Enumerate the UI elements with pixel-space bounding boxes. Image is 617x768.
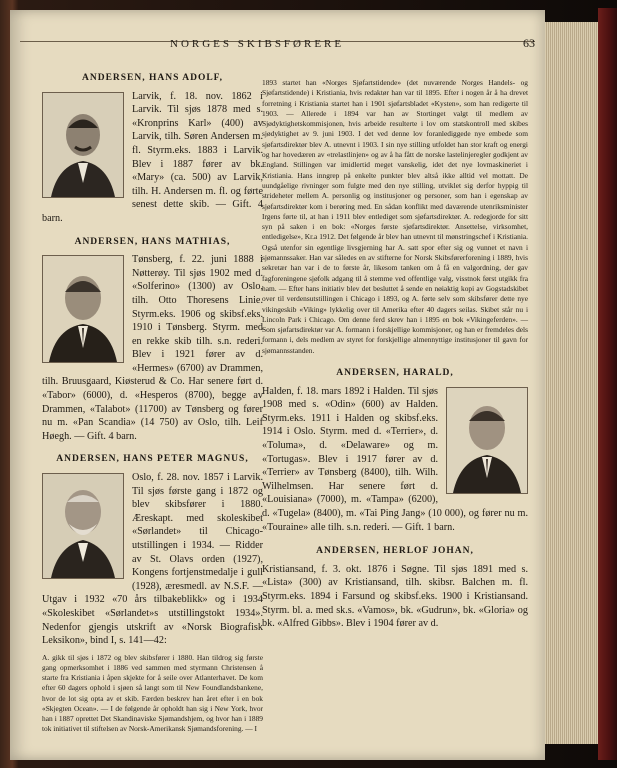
entry-text: Halden, f. 18. mars 1892 i Halden. Til sjøs 1908 med s. «Odin» (600) av Halden. Styrm.eks. 1911 i Halden og skibsf.eks. 1914 i Oslo. Styrm. med d. «Terrier», d. «Toluma», d. «Delaware» og m. «Tortugas». Blev i 1917 fører av d. «Terrier» av Tønsberg (8400), tilh. Wilh. Wilhelmsen. Har senere ført d. «Louisiana» (7000), m. «Tampa» (6200), d. «Tugela» (8400), m. «Tai Ping Jang» (10 000), og fører nu m. «Touraine» alle tilh. s.n. rederi. — Gift. 1 barn. (262, 385, 528, 533)
entry-heading: ANDERSEN, HANS ADOLF, (81, 73, 223, 83)
entry-text: Larvik, f. 18. nov. 1862 i Larvik. Til sjøs 1878 med s. «Kronprins Karl» (400) av Larvik, tilh. Søren Andersen m. fl. Styrm.eks. 1883 i Larvik. Blev i 1887 fører av bk. «Mary» (ca. 500) av Larvik, tilh. H. Andersen m. fl. og førte senest dette skib. — Gift. 4 barn. (42, 90, 263, 224)
entry-heading: ANDERSEN, HANS PETER MAGNUS, (56, 454, 249, 465)
entry-hans-peter (42, 453, 263, 734)
biography-continuation: 1893 startet han «Norges Sjøfartstidende» (det nuværende Norges Handels- og Sjøfartstidende) i Kristiania, hvis redaktør han var til 1895. Efter i nogen år å ha drevet forretning i Kristiania startet han i 1901 sjøfartsbladet «Kysten», som han redigerte til 1903. — Allerede i 1894 var han av Stortinget valgt til medlem av Sjødyktighetskommisjonen, hvis arbeide resulterte i lov om statskontroll med skibes sjødyktighet av 9. juni 1903. I det ved denne lov foranlediggede nye embede som sjøfartsdirektør blev A. utnevnt i 1903. I sin nye stilling utfoldet han stor kraft og energi og har hovedæren av «trelastlinjen» og av å ha fått de norske lastelinjeregler godkjent av England. Stillingen var imidlertid meget vanskelig, idet det nye lovmaskineriet i Kristiania. Hans inngrep på enkelte punkter blev altså ikke alltid vel mottatt. De uundgåelige rivninger som fulgte med den nye stilling, utviklet sig derfor hyppig til strideheter mellem A. personlig og institusjoner og personer, som han i egenskap av sjøfartsdirektør kom i berøring med. En sådan konflikt med daværende utenriksminister Irgens førte til, at han i 1911 blev entlediget som sjøfartsdirektør. A. redegjorde for sitt syn på saken i en bok: «Norges første sjøfartsdirektør. Ansettelse, virksomhet, entledigelse», Kr.a 1912. Det følgende år blev han utnevnt til mønstringschef i Kristiania. Også utenfor sin egentlige livsgjerning har A. satt spor efter sig og vunnet et navn i sjømannssaker. Han var således en av stifterne for Norsk Skibsførerforening i 1889, hvis sekretær han var i de to første år, likesom tanken om å få en valgordning, der gav fagforeningene sjøfolk adgang til å stemme ved offentlige valg, visstnok først utgikk fra ham. — Efter hans initiativ blev det besluttet å sende en nøiaktig kopi av Gogstadskibet over til verdensutstillingen i Chicago i 1893, og A. førte selv som skibsfører dette nye vikingeskib «Viking» lykkelig over til Amerika efter 40 dagers seilas. Skibet står nu i Lincoln Park i Chicago. Om denne ferd skrev han i 1895 en bok «Vikingeferden». — Som sjøfartsdirektør var A. formann i forskjellige kommisjoner, og han er fremdeles dels formann i, dels medlem av styret for forskjellige almennyttige institusjoner til gavn for sjømannsstanden. (262, 78, 528, 355)
left-column (42, 72, 263, 734)
portrait-photo (42, 255, 124, 363)
entry-heading: ANDERSEN, HERLOF JOHAN, (316, 546, 474, 557)
entry-harald (262, 367, 528, 534)
entry-text: Kristiansand, f. 3. okt. 1876 i Søgne. Til sjøs 1891 med s. «Lista» (300) av Kristiansand, tilh. skibsr. Balchen m. fl. Styrm.eks. 1894 i Farsund og skibsf.eks. 1900 i Kristiansand. Styrm. bl. a. med sk.s. «Vamos», bk. «Gudrun», bk. «Gloria» og bk. «Alfred Gibbs». Blev i 1904 fører av d. (262, 563, 528, 630)
right-column (262, 78, 528, 631)
page-number: 63 (523, 36, 535, 50)
biography-excerpt: A. gikk til sjøs i 1872 og blev skibsfører i 1880. Han tildrog sig første gang opmerksomhet i 1886 ved sammen med styrmann Christensen å starte fra Kristiania i åpen skjekte for å seile over Atlanterhavet. De kom efter 60 dagers ophold i sjøen så langt som til New Foundlandsbankene, hvor de lot sig opta av et skib. Færden beskrev han året efter i en bok «Skjegten Ocean». — I de følgende år opholdt han sig i New York, hvor han i 1887 oprettet Det Skandinaviske Sjømandshjem, og hvor han i 1889 tok initiativet til stiftelsen av Norsk-Amerikansk Sjømandsforening. — I (42, 652, 263, 734)
portrait-photo (42, 92, 124, 198)
book-cover (598, 8, 617, 760)
page-edges (545, 22, 600, 744)
page-header (20, 36, 535, 50)
entry-heading: ANDERSEN, HARALD, (336, 368, 454, 379)
portrait-photo (446, 387, 528, 494)
entry-hans-mathias (42, 236, 263, 444)
entry-text: Tønsberg, f. 22. juni 1888 i Nøtterøy. Til sjøs 1902 med d. «Solferino» (1300) av Oslo, tilh. Otto Thoresens Linie. Styrm.eks. 1906 og skibsf.eks. 1910 i Tønsberg. Styrm. med en rekke skib tilh. s.n. rederi. Blev i 1921 fører av d. «Hermes» (6700) av Drammen, tilh. Bruusgaard, Kiøsterud & Co. Har senere ført d. «Tabor» (6000), d. «Hesperos (8700), begge av Drammen, «Talabot» (11700) av Tønsberg og fører nu m. «Pan Scandia» (14 750) av Oslo, tilh. Leif Høegh. — Gift. 4 barn. (42, 254, 263, 442)
entry-hans-adolf (42, 72, 263, 226)
entry-text: Oslo, f. 28. nov. 1857 i Larvik. Til sjøs første gang i 1872 og blev skibsfører i 1880. Æreskapt. med skoleskibet «Sørlandet» til Chicago-utstillingen i 1934. — Ridder av St. Olavs orden (1927), Kongens fortjenstmedalje i gull (1928), æresmedl. av N.S.F. — Utgav i 1932 «70 års tilbakeblikk» og i 1934 «Skoleskibet «Sørlandet»s utstillingstokt 1934». Nedenfor gjengis utskrift av «Norsk Biografisk Leksikon», bind I, s. 141—42: (42, 472, 263, 647)
entry-heading: ANDERSEN, HANS MATHIAS, (74, 236, 231, 247)
portrait-photo (42, 473, 124, 579)
running-title: NORGES SKIBSFØRERE (170, 38, 345, 50)
entry-herlof-johan (262, 545, 528, 631)
